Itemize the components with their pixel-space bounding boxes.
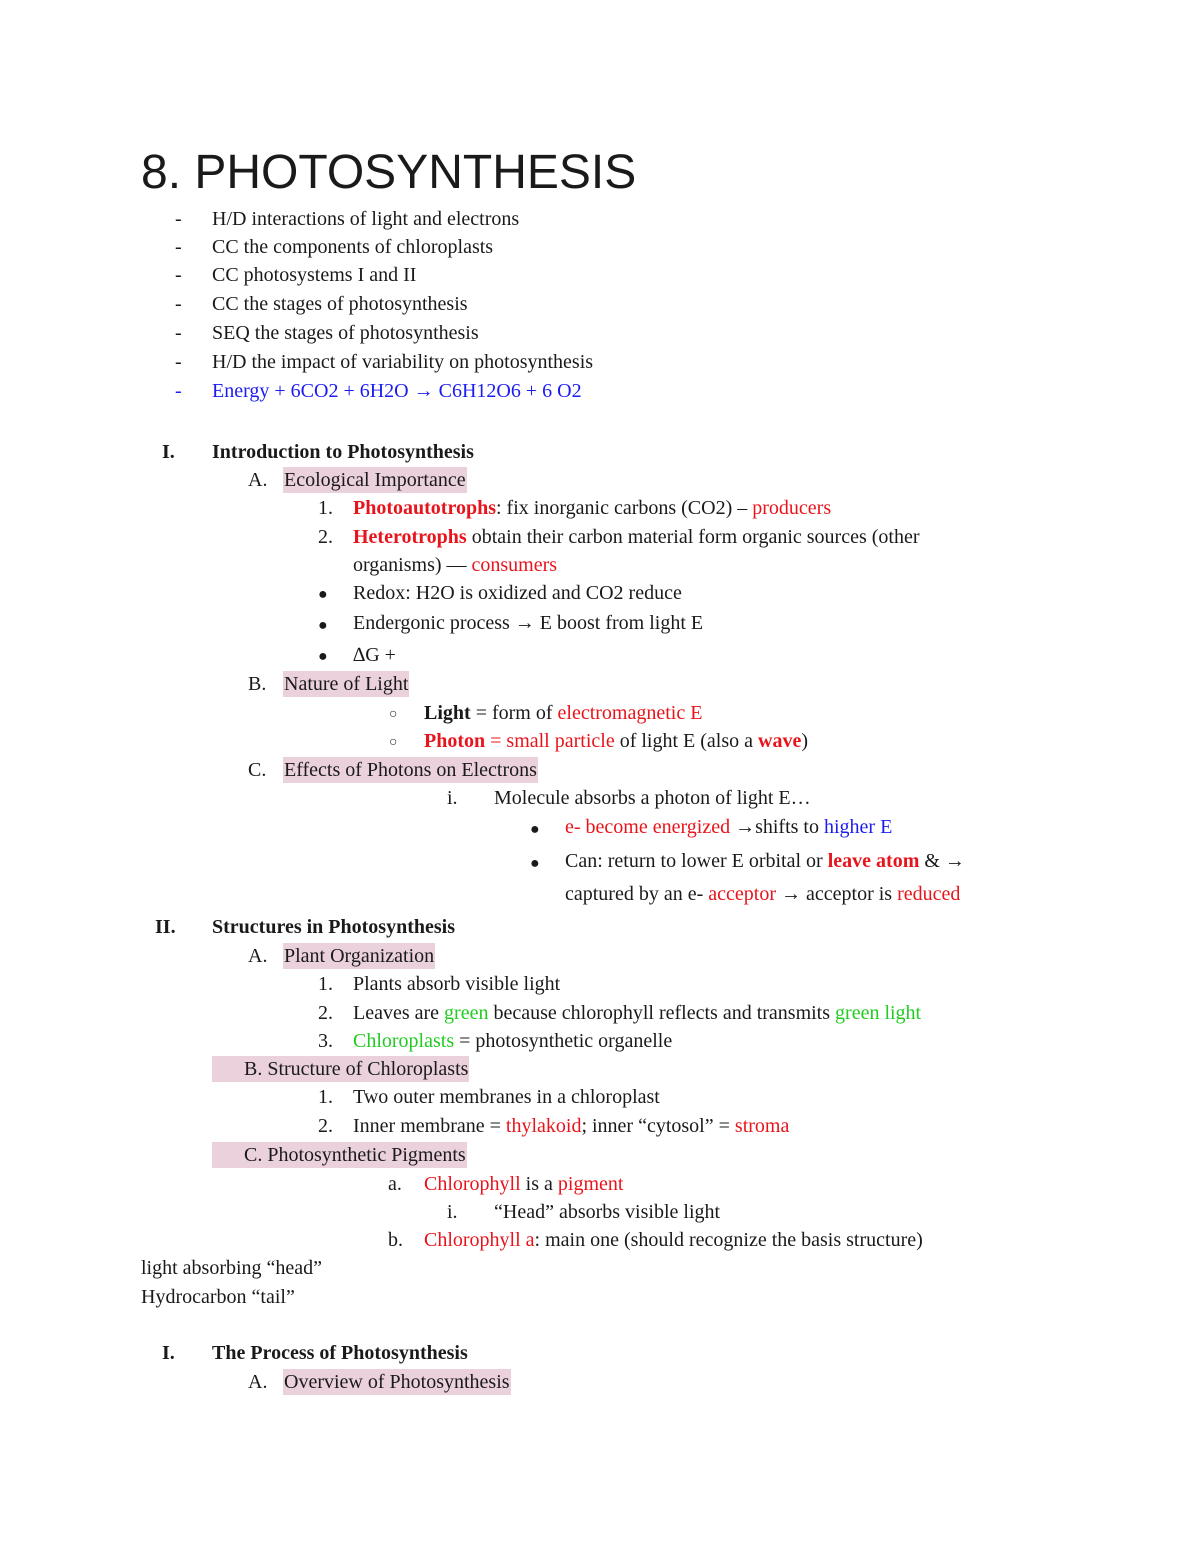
item-number: b. [388, 1229, 403, 1251]
list-item: Two outer membranes in a chloroplast [353, 1086, 660, 1108]
subsection-number: C. [248, 759, 267, 781]
bullet-item: Can: return to lower E orbital or leave atom & → [565, 850, 965, 872]
item-number: 1. [318, 973, 333, 995]
item-number: i. [447, 787, 458, 809]
bullet-item: e- become energized →shifts to higher E [565, 816, 893, 838]
section-number: I. [162, 441, 175, 463]
page-title: 8. PHOTOSYNTHESIS [141, 146, 637, 199]
loose-note: Hydrocarbon “tail” [141, 1286, 295, 1308]
section-number: I. [162, 1342, 175, 1364]
bullet-item: ∆G + [353, 644, 396, 666]
subsection-number: A. [248, 945, 268, 967]
loose-note: light absorbing “head” [141, 1257, 323, 1279]
subsection-heading: Overview of Photosynthesis [284, 1371, 510, 1393]
subsection-number: A. [248, 469, 268, 491]
bullet-icon: ● [318, 648, 328, 665]
subsection-heading: Plant Organization [284, 945, 435, 967]
list-item: Chloroplasts = photosynthetic organelle [353, 1030, 673, 1052]
list-item: Leaves are green because chlorophyll reflects and transmits green light [353, 1002, 922, 1024]
item-number: 1. [318, 497, 333, 519]
hollow-bullet-icon: ○ [389, 707, 398, 722]
section-number: II. [155, 916, 176, 938]
bullet-item-continued: captured by an e- acceptor → acceptor is reduced [565, 883, 961, 905]
subsection-heading: B. Structure of Chloroplasts [212, 1059, 469, 1079]
item-number: a. [388, 1173, 402, 1195]
subsection-heading: C. Photosynthetic Pigments [212, 1145, 467, 1165]
list-item: Inner membrane = thylakoid; inner “cytosol” = stroma [353, 1115, 790, 1137]
list-item: Photoautotrophs: fix inorganic carbons (CO2) – producers [353, 497, 832, 519]
list-item: Chlorophyll is a pigment [424, 1173, 624, 1195]
list-item: Chlorophyll a: main one (should recognize the basis structure) [424, 1229, 923, 1251]
section-heading: The Process of Photosynthesis [212, 1342, 468, 1364]
bullet-icon: ● [530, 855, 540, 872]
bullet-icon: ● [318, 617, 328, 634]
bullet-icon: ● [318, 586, 328, 603]
bullet-item: Endergonic process → E boost from light E [353, 612, 704, 634]
bullet-item: Redox: H2O is oxidized and CO2 reduce [353, 582, 682, 604]
item-number: i. [447, 1201, 458, 1223]
bullet-item: Light = form of electromagnetic E [424, 702, 703, 724]
list-item: Molecule absorbs a photon of light E… [494, 787, 811, 809]
list-item-continued: organisms) — consumers [353, 554, 558, 576]
subsection-heading: Ecological Importance [284, 469, 466, 491]
subsection-heading: Nature of Light [284, 673, 409, 695]
section-heading: Introduction to Photosynthesis [212, 441, 474, 463]
item-number: 2. [318, 1115, 333, 1137]
subsection-heading: Effects of Photons on Electrons [284, 759, 537, 781]
bullet-icon: ● [530, 821, 540, 838]
section-heading: Structures in Photosynthesis [212, 916, 455, 938]
hollow-bullet-icon: ○ [389, 735, 398, 750]
list-item: Plants absorb visible light [353, 973, 561, 995]
item-number: 2. [318, 526, 333, 548]
item-number: 2. [318, 1002, 333, 1024]
subsection-number: B. [248, 673, 267, 695]
item-number: 3. [318, 1030, 333, 1052]
bullet-item: Photon = small particle of light E (also a wave) [424, 730, 809, 752]
list-item: Heterotrophs obtain their carbon material form organic sources (other [353, 526, 920, 548]
item-number: 1. [318, 1086, 333, 1108]
list-item: “Head” absorbs visible light [494, 1201, 721, 1223]
subsection-number: A. [248, 1371, 268, 1393]
